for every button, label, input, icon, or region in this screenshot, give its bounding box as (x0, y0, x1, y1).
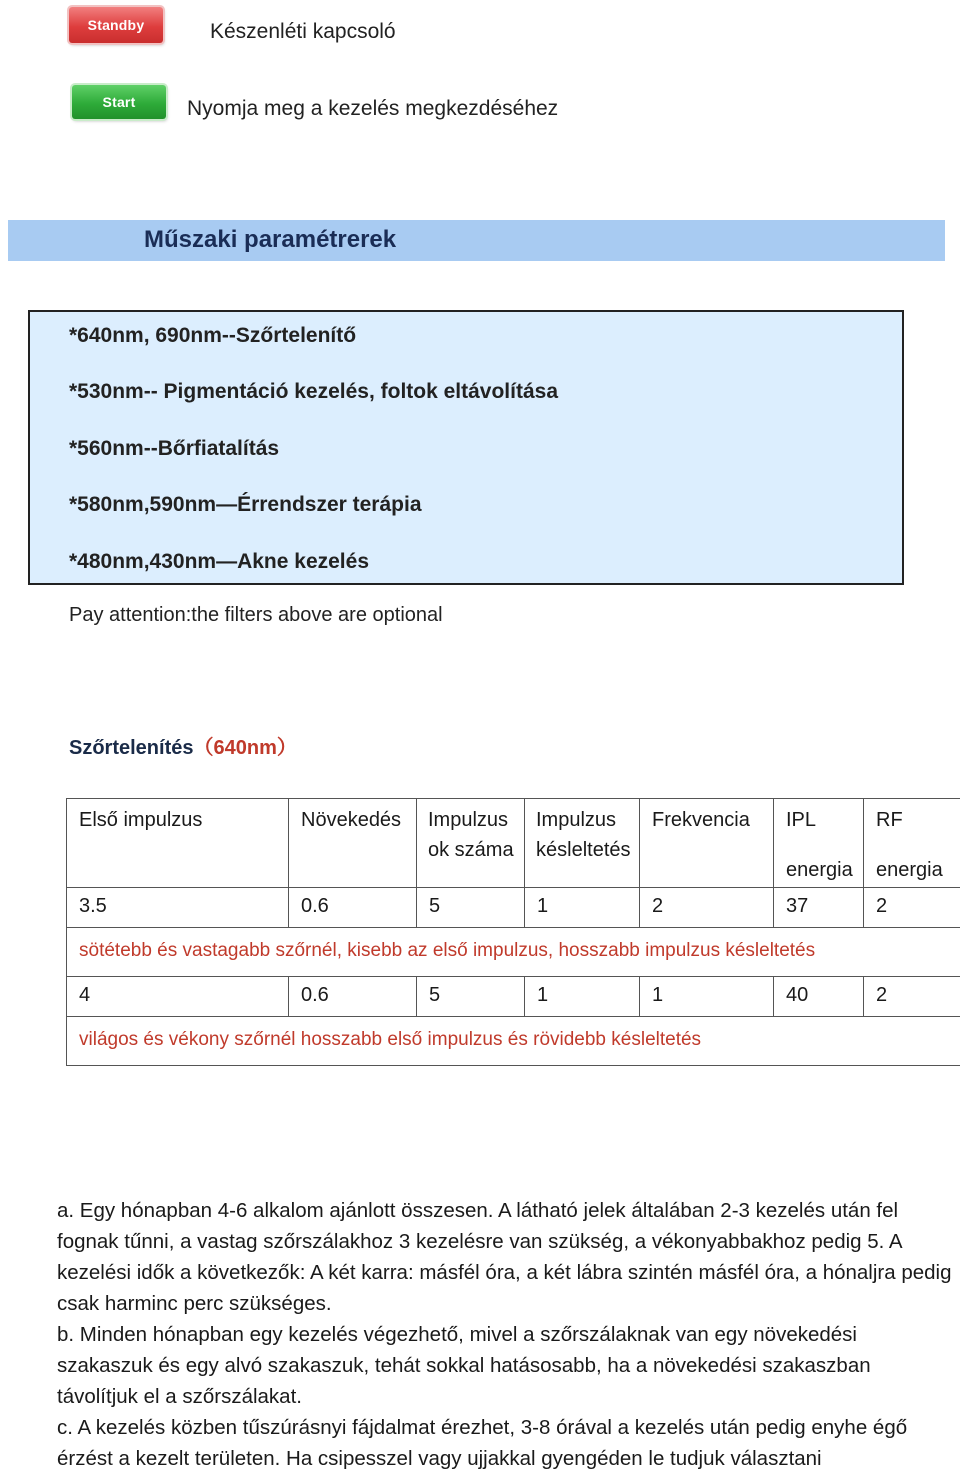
header-ipl-energy (774, 799, 864, 888)
cell-first-pulse: 4 (67, 977, 289, 1017)
parameter-table (66, 798, 960, 1066)
section-title: Műszaki paramétrerek (144, 226, 397, 253)
remark-light-thin-hair: világos és vékony szőrnél hosszabb első impulzus és rövidebb késleltetés (67, 1017, 960, 1066)
cell-rf-energy: 2 (864, 888, 960, 928)
header-rf-unit: energia (876, 859, 943, 881)
header-pulse-count: Impulzus ok száma (417, 799, 525, 888)
cell-ipl-energy: 37 (774, 888, 864, 928)
start-button-label: Start (102, 94, 136, 110)
standby-button-label: Standby (87, 17, 145, 33)
standby-button[interactable] (69, 7, 163, 43)
table-row (67, 888, 960, 928)
table-row (67, 977, 960, 1017)
cell-pulse-delay: 1 (525, 888, 640, 928)
hair-removal-wavelength: （640nm） (193, 737, 297, 759)
start-description: Nyomja meg a kezelés megkezdéséhez (187, 97, 559, 120)
cell-first-pulse: 3.5 (67, 888, 289, 928)
table-remark-row (67, 1017, 960, 1066)
cell-pulse-count: 5 (417, 977, 525, 1017)
filter-item: *480nm,430nm—Akne kezelés (69, 550, 369, 573)
cell-frequency: 2 (640, 888, 774, 928)
cell-pulse-count: 5 (417, 888, 525, 928)
header-pulse-delay: Impulzus késleltetés (525, 799, 640, 888)
filter-item: *530nm-- Pigmentáció kezelés, foltok eltávolítása (69, 380, 559, 403)
standby-description: Készenléti kapcsoló (210, 20, 396, 43)
instruction-b: b. Minden hónapban egy kezelés végezhető, mivel a szőrszálaknak van egy növekedési szakaszuk és egy alvó szakaszuk, tehát sokkal hatásosabb, ha a növekedési szakaszban távolítjuk el a szőrszálakat. (57, 1323, 871, 1408)
cell-ipl-energy: 40 (774, 977, 864, 1017)
table-remark-row (67, 928, 960, 977)
filter-item: *560nm--Bőrfiatalítás (69, 437, 280, 460)
header-rf-label: RF (876, 809, 903, 831)
cell-increase: 0.6 (289, 977, 417, 1017)
cell-increase: 0.6 (289, 888, 417, 928)
filter-note: Pay attention:the filters above are optional (69, 604, 443, 626)
hair-removal-title-text: Szőrtelenítés (69, 737, 194, 759)
header-rf-energy (864, 799, 960, 888)
remark-dark-thick-hair: sötétebb és vastagabb szőrnél, kisebb az első impulzus, hosszabb impulzus késleltetés (67, 928, 960, 977)
table-header-row (67, 799, 960, 888)
header-increase: Növekedés (289, 799, 417, 888)
instruction-c: c. A kezelés közben tűszúrásnyi fájdalmat érezhet, 3-8 órával a kezelés után pedig enyhe égő érzést a kezelt területen. Ha csipesszel vagy ujjakkal gyengéden le tudjuk választani (57, 1416, 908, 1470)
hair-removal-title (69, 731, 297, 760)
filter-item: *580nm,590nm—Érrendszer terápia (69, 493, 422, 516)
cell-pulse-delay: 1 (525, 977, 640, 1017)
header-frequency: Frekvencia (640, 799, 774, 888)
cell-rf-energy: 2 (864, 977, 960, 1017)
header-ipl-label: IPL (786, 809, 817, 831)
instruction-a: a. Egy hónapban 4-6 alkalom ajánlott összesen. A látható jelek általában 2-3 kezelés után fel fognak tűnni, a vastag szőrszálakhoz 3 kezelésre van szükség, a vékonyabbakhoz pedig 5. A kezelési idők a következők: A két karra: másfél óra, a két lábra szintén másfél óra, a hónaljra pedig csak harminc perc szükséges. (57, 1199, 952, 1315)
header-ipl-unit: energia (786, 859, 853, 881)
start-button[interactable] (72, 85, 166, 119)
cell-frequency: 1 (640, 977, 774, 1017)
instructions-text (57, 1195, 957, 1474)
header-first-pulse: Első impulzus (67, 799, 289, 888)
filter-item: *640nm, 690nm--Szőrtelenítő (69, 324, 357, 347)
